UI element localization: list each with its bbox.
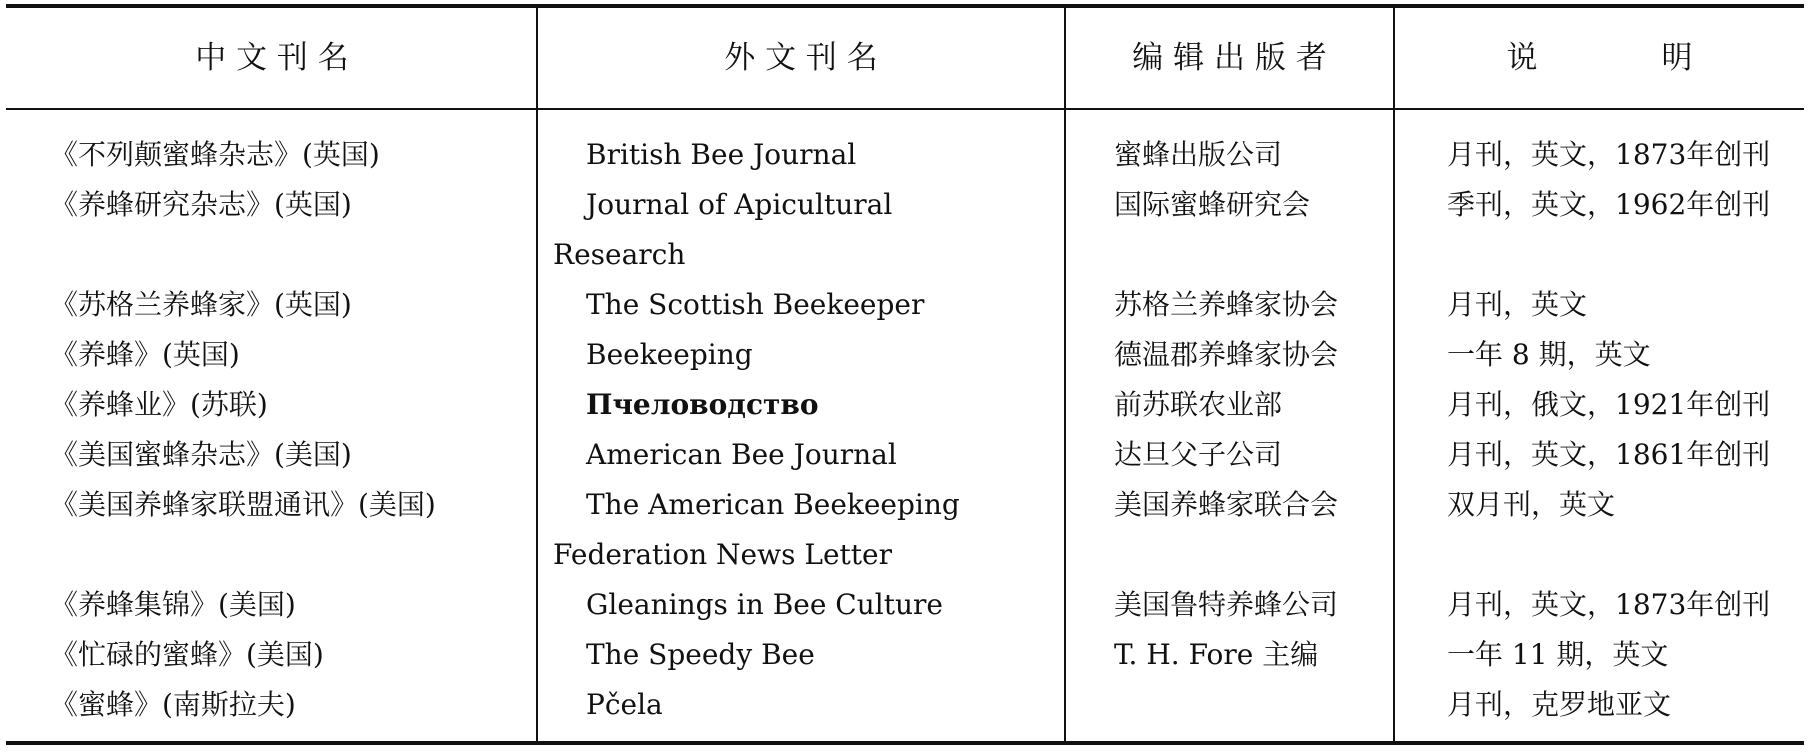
cell-chinese-title: 《养蜂业》(苏联) bbox=[50, 388, 268, 421]
cell-note: 月刊，英文 bbox=[1447, 288, 1588, 321]
cell-foreign-title: The Speedy Bee bbox=[586, 638, 815, 671]
cell-chinese-title: 《蜜蜂》(南斯拉夫) bbox=[50, 688, 296, 721]
cell-chinese-title: 《养蜂》(英国) bbox=[50, 338, 240, 371]
cell-chinese-title: 《忙碌的蜜蜂》(美国) bbox=[50, 638, 324, 671]
cell-publisher: 国际蜜蜂研究会 bbox=[1114, 188, 1311, 221]
column-divider bbox=[536, 8, 538, 741]
column-divider bbox=[1064, 8, 1066, 741]
cell-publisher: 美国鲁特养蜂公司 bbox=[1114, 588, 1339, 621]
table-bottom-rule bbox=[6, 741, 1804, 745]
cell-chinese-title: 《美国养蜂家联盟通讯》(美国) bbox=[50, 488, 436, 521]
cell-foreign-title: The Scottish Beekeeper bbox=[586, 288, 925, 321]
cell-note: 月刊，俄文，1921年创刊 bbox=[1447, 388, 1771, 421]
cell-chinese-title: 《养蜂研究杂志》(英国) bbox=[50, 188, 352, 221]
header-publisher: 编 辑 出 版 者 bbox=[1132, 40, 1327, 76]
cell-chinese-title: 《苏格兰养蜂家》(英国) bbox=[50, 288, 352, 321]
column-divider bbox=[1393, 8, 1395, 741]
cell-foreign-title: Journal of Apicultural bbox=[586, 188, 893, 221]
cell-foreign-title: The American Beekeeping bbox=[586, 488, 960, 521]
cell-foreign-title: British Bee Journal bbox=[586, 138, 857, 171]
cell-foreign-title: Пчеловодство bbox=[586, 388, 819, 421]
cell-publisher: T. H. Fore 主编 bbox=[1114, 638, 1319, 671]
header-bottom-rule bbox=[6, 108, 1804, 110]
cell-note: 季刊，英文，1962年创刊 bbox=[1447, 188, 1771, 221]
cell-note: 月刊，英文，1861年创刊 bbox=[1447, 438, 1771, 471]
cell-note: 一年 11 期，英文 bbox=[1447, 638, 1669, 671]
cell-publisher: 前苏联农业部 bbox=[1114, 388, 1283, 421]
cell-chinese-title: 《养蜂集锦》(美国) bbox=[50, 588, 296, 621]
cell-foreign-title-continuation: Federation News Letter bbox=[553, 538, 892, 571]
header-notes: 说 明 bbox=[1506, 40, 1693, 76]
cell-foreign-title-continuation: Research bbox=[553, 238, 686, 271]
cell-note: 双月刊，英文 bbox=[1447, 488, 1616, 521]
cell-publisher: 德温郡养蜂家协会 bbox=[1114, 338, 1339, 371]
cell-note: 一年 8 期，英文 bbox=[1447, 338, 1651, 371]
cell-foreign-title: Beekeeping bbox=[586, 338, 753, 371]
cell-note: 月刊，英文，1873年创刊 bbox=[1447, 138, 1771, 171]
cell-chinese-title: 《美国蜜蜂杂志》(美国) bbox=[50, 438, 352, 471]
cell-foreign-title: Pčela bbox=[586, 688, 663, 721]
cell-foreign-title: Gleanings in Bee Culture bbox=[586, 588, 943, 621]
cell-publisher: 蜜蜂出版公司 bbox=[1114, 138, 1283, 171]
cell-publisher: 达旦父子公司 bbox=[1114, 438, 1283, 471]
header-chinese-title: 中 文 刊 名 bbox=[195, 40, 349, 76]
cell-chinese-title: 《不列颠蜜蜂杂志》(英国) bbox=[50, 138, 380, 171]
table-top-rule bbox=[6, 4, 1804, 8]
cell-publisher: 苏格兰养蜂家协会 bbox=[1114, 288, 1339, 321]
cell-foreign-title: American Bee Journal bbox=[586, 438, 897, 471]
cell-publisher: 美国养蜂家联合会 bbox=[1114, 488, 1339, 521]
cell-note: 月刊，克罗地亚文 bbox=[1447, 688, 1672, 721]
header-foreign-title: 外 文 刊 名 bbox=[724, 40, 878, 76]
cell-note: 月刊，英文，1873年创刊 bbox=[1447, 588, 1771, 621]
